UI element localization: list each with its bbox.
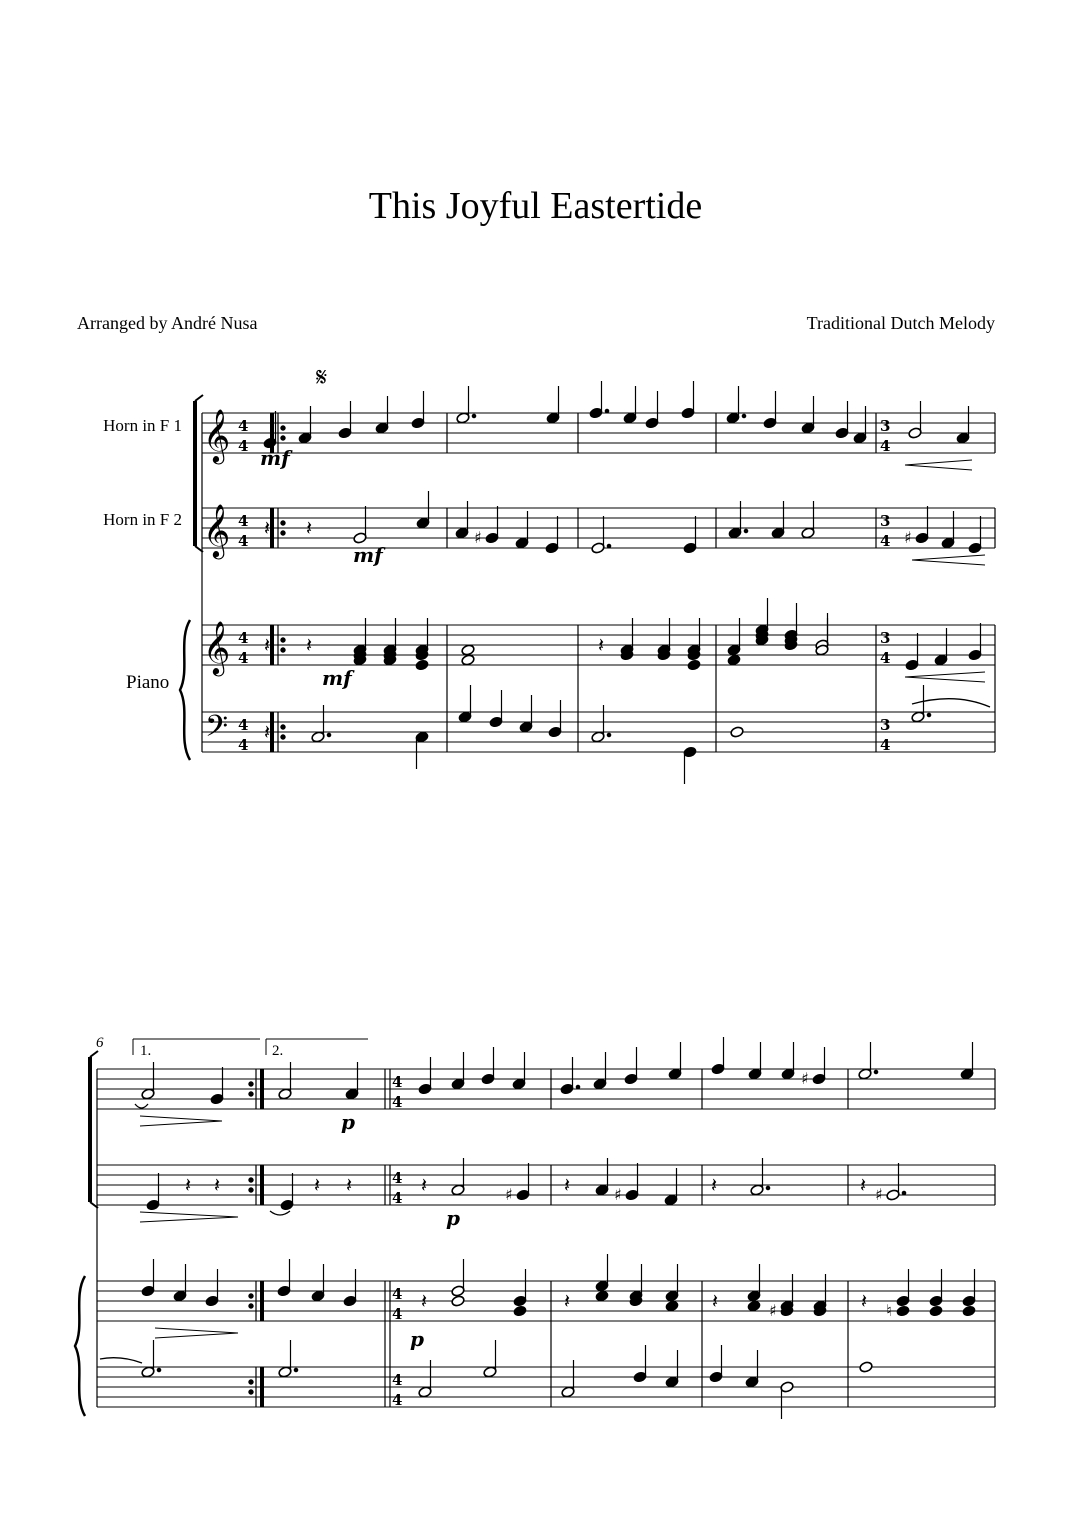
- slur: [100, 1358, 142, 1363]
- crescendo-hairpin: [912, 560, 985, 565]
- time-signature-bottom: 4: [392, 1305, 403, 1323]
- quarter-rest: 𝄽: [421, 1289, 428, 1313]
- volta-2-label: 2.: [272, 1043, 284, 1059]
- quarter-rest: 𝄽: [264, 720, 271, 744]
- arranger-credit: Arranged by André Nusa: [77, 313, 258, 333]
- repeat-dot: [281, 735, 285, 739]
- time-signature-top: 4: [392, 1371, 403, 1389]
- sharp-sign: ♯: [505, 1185, 513, 1204]
- crescendo-hairpin: [905, 672, 985, 677]
- notehead: [595, 1290, 609, 1302]
- bass-clef: 𝄢: [205, 710, 229, 751]
- repeat-dot: [249, 1390, 253, 1394]
- piano-label: Piano: [126, 672, 170, 693]
- volta-1-label: 1.: [140, 1043, 152, 1059]
- quarter-rest: 𝄽: [598, 633, 605, 657]
- repeat-dot: [249, 1092, 253, 1096]
- time-signature-bottom: 4: [392, 1391, 403, 1409]
- notehead: [727, 654, 741, 666]
- tie: [135, 1104, 148, 1108]
- decrescendo-hairpin: [140, 1212, 238, 1217]
- quarter-rest: 𝄽: [306, 633, 313, 657]
- system-bracket-hook: [90, 1051, 98, 1057]
- notehead: [962, 1305, 976, 1317]
- quarter-rest: 𝄽: [564, 1173, 571, 1197]
- quarter-rest: 𝄽: [214, 1173, 221, 1197]
- dynamic-p: p: [410, 1327, 424, 1351]
- quarter-rest: 𝄽: [564, 1289, 571, 1313]
- repeat-dot: [249, 1082, 253, 1086]
- time-signature-top: 4: [238, 629, 249, 647]
- decrescendo-hairpin: [155, 1333, 238, 1338]
- notehead: [415, 659, 429, 671]
- time-signature-bottom: 4: [880, 532, 891, 550]
- sharp-sign: ♯: [614, 1185, 622, 1204]
- time-signature-top: 4: [238, 716, 249, 734]
- dynamic-p: p: [341, 1110, 355, 1134]
- repeat-dot: [249, 1304, 253, 1308]
- time-signature-top: 3: [880, 629, 891, 647]
- repeat-dot: [249, 1178, 253, 1182]
- horn2-label: Horn in F 2: [103, 510, 182, 529]
- repeat-dot: [281, 531, 285, 535]
- sharp-sign: ♯: [769, 1301, 777, 1320]
- augmentation-dot: [607, 544, 611, 548]
- notehead: [461, 654, 475, 666]
- time-signature-bottom: 4: [238, 437, 249, 455]
- quarter-rest: 𝄽: [712, 1289, 719, 1313]
- augmentation-dot: [927, 713, 931, 717]
- notehead: [513, 1305, 527, 1317]
- segno-sign: 𝄋: [316, 363, 328, 393]
- quarter-rest: 𝄽: [860, 1173, 867, 1197]
- augmentation-dot: [874, 1070, 878, 1074]
- notehead: [929, 1305, 943, 1317]
- quarter-rest: 𝄽: [306, 516, 313, 540]
- augmentation-dot: [744, 529, 748, 533]
- quarter-rest: 𝄽: [185, 1173, 192, 1197]
- page-title: This Joyful Eastertide: [368, 185, 703, 227]
- measure-number: 6: [96, 1035, 104, 1051]
- treble-clef: 𝄞: [203, 620, 231, 674]
- augmentation-dot: [766, 1186, 770, 1190]
- time-signature-top: 4: [392, 1285, 403, 1303]
- time-signature-top: 4: [392, 1073, 403, 1091]
- time-signature-bottom: 4: [238, 736, 249, 754]
- time-signature-top: 4: [238, 512, 249, 530]
- decrescendo-hairpin: [140, 1217, 238, 1222]
- quarter-rest: 𝄽: [264, 633, 271, 657]
- crescendo-hairpin: [905, 677, 985, 682]
- composer-credit: Traditional Dutch Melody: [806, 313, 995, 333]
- sharp-sign: ♯: [904, 528, 912, 547]
- notehead: [896, 1305, 910, 1317]
- repeat-dot: [249, 1188, 253, 1192]
- crescendo-hairpin: [905, 460, 972, 465]
- augmentation-dot: [902, 1191, 906, 1195]
- dynamic-mf: mf: [260, 446, 290, 470]
- horn1-label: Horn in F 1: [103, 416, 182, 435]
- augmentation-dot: [605, 409, 609, 413]
- augmentation-dot: [576, 1085, 580, 1089]
- time-signature-top: 4: [238, 417, 249, 435]
- augmentation-dot: [742, 414, 746, 418]
- dynamic-p: p: [446, 1206, 460, 1230]
- repeat-dot: [281, 638, 285, 642]
- crescendo-hairpin: [912, 555, 985, 560]
- augmentation-dot: [157, 1368, 161, 1372]
- decrescendo-hairpin: [155, 1328, 238, 1333]
- piano-brace: [180, 620, 190, 760]
- dynamic-mf: mf: [353, 543, 383, 567]
- time-signature-bottom: 4: [392, 1189, 403, 1207]
- piano-brace: [75, 1276, 85, 1416]
- time-signature-top: 3: [880, 417, 891, 435]
- time-signature-bottom: 4: [880, 649, 891, 667]
- repeat-dot: [249, 1380, 253, 1384]
- augmentation-dot: [607, 733, 611, 737]
- sharp-sign: ♯: [474, 528, 482, 547]
- time-signature-top: 4: [392, 1169, 403, 1187]
- natural-sign: ♮: [886, 1301, 892, 1320]
- system-bracket-hook: [195, 395, 203, 401]
- decrescendo-hairpin: [140, 1116, 222, 1121]
- time-signature-top: 3: [880, 716, 891, 734]
- crescendo-hairpin: [905, 465, 972, 470]
- time-signature-bottom: 4: [880, 437, 891, 455]
- notehead: [451, 1295, 465, 1307]
- augmentation-dot: [327, 733, 331, 737]
- augmentation-dot: [294, 1368, 298, 1372]
- notehead: [859, 1361, 873, 1373]
- repeat-dot: [249, 1294, 253, 1298]
- quarter-rest: 𝄽: [264, 516, 271, 540]
- notehead: [665, 1300, 679, 1312]
- notehead: [461, 644, 475, 656]
- quarter-rest: 𝄽: [861, 1289, 868, 1313]
- quarter-rest: 𝄽: [421, 1173, 428, 1197]
- repeat-dot: [281, 426, 285, 430]
- repeat-dot: [281, 648, 285, 652]
- time-signature-bottom: 4: [880, 736, 891, 754]
- repeat-dot: [281, 436, 285, 440]
- decrescendo-hairpin: [140, 1121, 222, 1126]
- augmentation-dot: [472, 414, 476, 418]
- time-signature-bottom: 4: [238, 532, 249, 550]
- sharp-sign: ♯: [875, 1185, 883, 1204]
- quarter-rest: 𝄽: [711, 1173, 718, 1197]
- notehead: [747, 1300, 761, 1312]
- quarter-rest: 𝄽: [346, 1173, 353, 1197]
- tie: [270, 1211, 290, 1215]
- time-signature-bottom: 4: [392, 1093, 403, 1111]
- notehead: [687, 659, 701, 671]
- treble-clef: 𝄞: [203, 503, 231, 557]
- repeat-dot: [281, 521, 285, 525]
- treble-clef: 𝄞: [203, 408, 231, 462]
- dynamic-mf: mf: [322, 666, 352, 690]
- quarter-rest: 𝄽: [314, 1173, 321, 1197]
- sharp-sign: ♯: [801, 1069, 809, 1088]
- notehead: [730, 726, 744, 738]
- repeat-dot: [281, 725, 285, 729]
- time-signature-bottom: 4: [238, 649, 249, 667]
- time-signature-top: 3: [880, 512, 891, 530]
